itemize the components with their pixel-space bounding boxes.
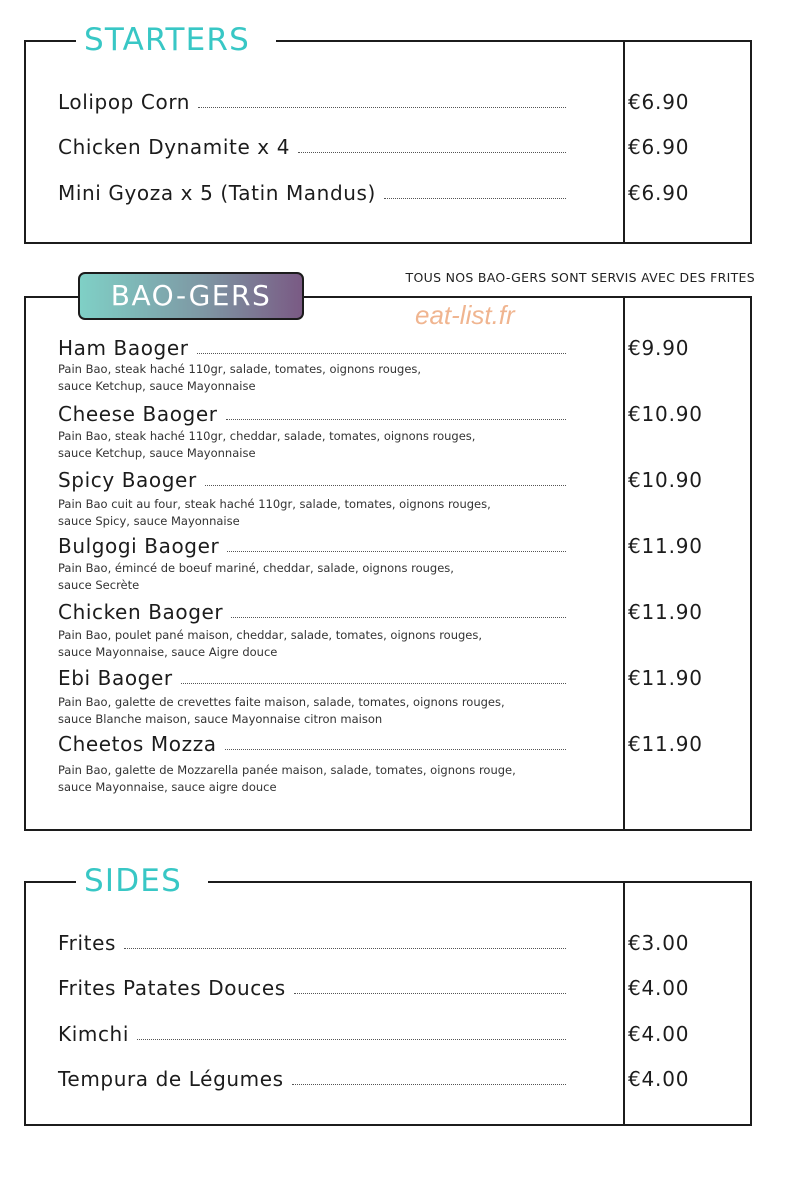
menu-item-row — [58, 600, 566, 624]
description-line: Pain Bao, steak haché 110gr, salade, tomates, oignons rouges, — [58, 362, 422, 376]
price-column-divider — [623, 883, 625, 1124]
item-description — [58, 560, 588, 594]
menu-item-row — [58, 732, 566, 756]
dot-leader — [226, 419, 566, 420]
item-price: €6.90 — [628, 90, 690, 114]
menu-item-row — [58, 1067, 566, 1091]
item-name: Chicken Dynamite x 4 — [58, 135, 291, 159]
description-line: sauce Ketchup, sauce Mayonnaise — [58, 379, 256, 393]
item-description — [58, 428, 588, 462]
item-price: €4.00 — [628, 1022, 690, 1046]
description-line: Pain Bao, galette de crevettes faite maison, salade, tomates, oignons rouges, — [58, 695, 505, 709]
dot-leader — [124, 948, 566, 949]
description-line: Pain Bao cuit au four, steak haché 110gr, salade, tomates, oignons rouges, — [58, 497, 491, 511]
item-name: Ebi Baoger — [58, 666, 173, 690]
item-name: Ham Baoger — [58, 336, 189, 360]
description-line: sauce Mayonnaise, sauce Aigre douce — [58, 645, 278, 659]
menu-item-row — [58, 468, 566, 492]
item-price: €10.90 — [628, 402, 703, 426]
item-price: €11.90 — [628, 732, 703, 756]
starters-heading: STARTERS — [76, 20, 276, 60]
item-name: Cheetos Mozza — [58, 732, 217, 756]
description-line: Pain Bao, steak haché 110gr, cheddar, salade, tomates, oignons rouges, — [58, 429, 476, 443]
item-name: Bulgogi Baoger — [58, 534, 220, 558]
dot-leader — [298, 152, 566, 153]
menu-item-row — [58, 181, 566, 205]
item-price: €11.90 — [628, 666, 703, 690]
sides-heading: SIDES — [76, 861, 208, 901]
item-name: Tempura de Légumes — [58, 1067, 284, 1091]
price-column-divider — [623, 298, 625, 829]
item-name: Chicken Baoger — [58, 600, 224, 624]
item-price: €4.00 — [628, 1067, 690, 1091]
fries-note: TOUS NOS BAO-GERS SONT SERVIS AVEC DES FRITES — [405, 270, 755, 285]
dot-leader — [197, 353, 566, 354]
item-name: Frites Patates Douces — [58, 976, 286, 1000]
description-line: Pain Bao, émincé de boeuf mariné, cheddar, salade, oignons rouges, — [58, 561, 454, 575]
menu-item-row — [58, 402, 566, 426]
item-name: Spicy Baoger — [58, 468, 197, 492]
item-price: €10.90 — [628, 468, 703, 492]
menu-item-row — [58, 976, 566, 1000]
description-line: sauce Spicy, sauce Mayonnaise — [58, 514, 240, 528]
item-description — [58, 496, 588, 530]
menu-item-row — [58, 666, 566, 690]
item-price: €6.90 — [628, 181, 690, 205]
item-name: Frites — [58, 931, 116, 955]
menu-item-row — [58, 336, 566, 360]
description-line: Pain Bao, galette de Mozzarella panée maison, salade, tomates, oignons rouge, — [58, 763, 516, 777]
baogers-heading: BAO-GERS — [78, 272, 304, 320]
item-description — [58, 361, 588, 395]
item-price: €9.90 — [628, 336, 690, 360]
dot-leader — [225, 749, 566, 750]
item-name: Kimchi — [58, 1022, 129, 1046]
item-name: Cheese Baoger — [58, 402, 218, 426]
dot-leader — [205, 485, 566, 486]
dot-leader — [384, 198, 566, 199]
item-price: €11.90 — [628, 534, 703, 558]
item-price: €6.90 — [628, 135, 690, 159]
menu-item-row — [58, 90, 566, 114]
item-description — [58, 762, 588, 796]
description-line: sauce Mayonnaise, sauce aigre douce — [58, 780, 277, 794]
dot-leader — [227, 551, 566, 552]
description-line: sauce Ketchup, sauce Mayonnaise — [58, 446, 256, 460]
dot-leader — [294, 993, 566, 994]
item-price: €11.90 — [628, 600, 703, 624]
dot-leader — [292, 1084, 566, 1085]
dot-leader — [198, 107, 566, 108]
item-name: Lolipop Corn — [58, 90, 191, 114]
menu-item-row — [58, 135, 566, 159]
watermark: eat-list.fr — [415, 300, 515, 330]
price-column-divider — [623, 42, 625, 242]
item-name: Mini Gyoza x 5 (Tatin Mandus) — [58, 181, 376, 205]
item-price: €3.00 — [628, 931, 690, 955]
description-line: Pain Bao, poulet pané maison, cheddar, salade, tomates, oignons rouges, — [58, 628, 483, 642]
menu-item-row — [58, 931, 566, 955]
menu-item-row — [58, 534, 566, 558]
menu-item-row — [58, 1022, 566, 1046]
description-line: sauce Secrète — [58, 578, 140, 592]
item-price: €4.00 — [628, 976, 690, 1000]
description-line: sauce Blanche maison, sauce Mayonnaise citron maison — [58, 712, 383, 726]
dot-leader — [137, 1039, 566, 1040]
item-description — [58, 694, 588, 728]
dot-leader — [181, 683, 566, 684]
item-description — [58, 627, 588, 661]
dot-leader — [231, 617, 566, 618]
